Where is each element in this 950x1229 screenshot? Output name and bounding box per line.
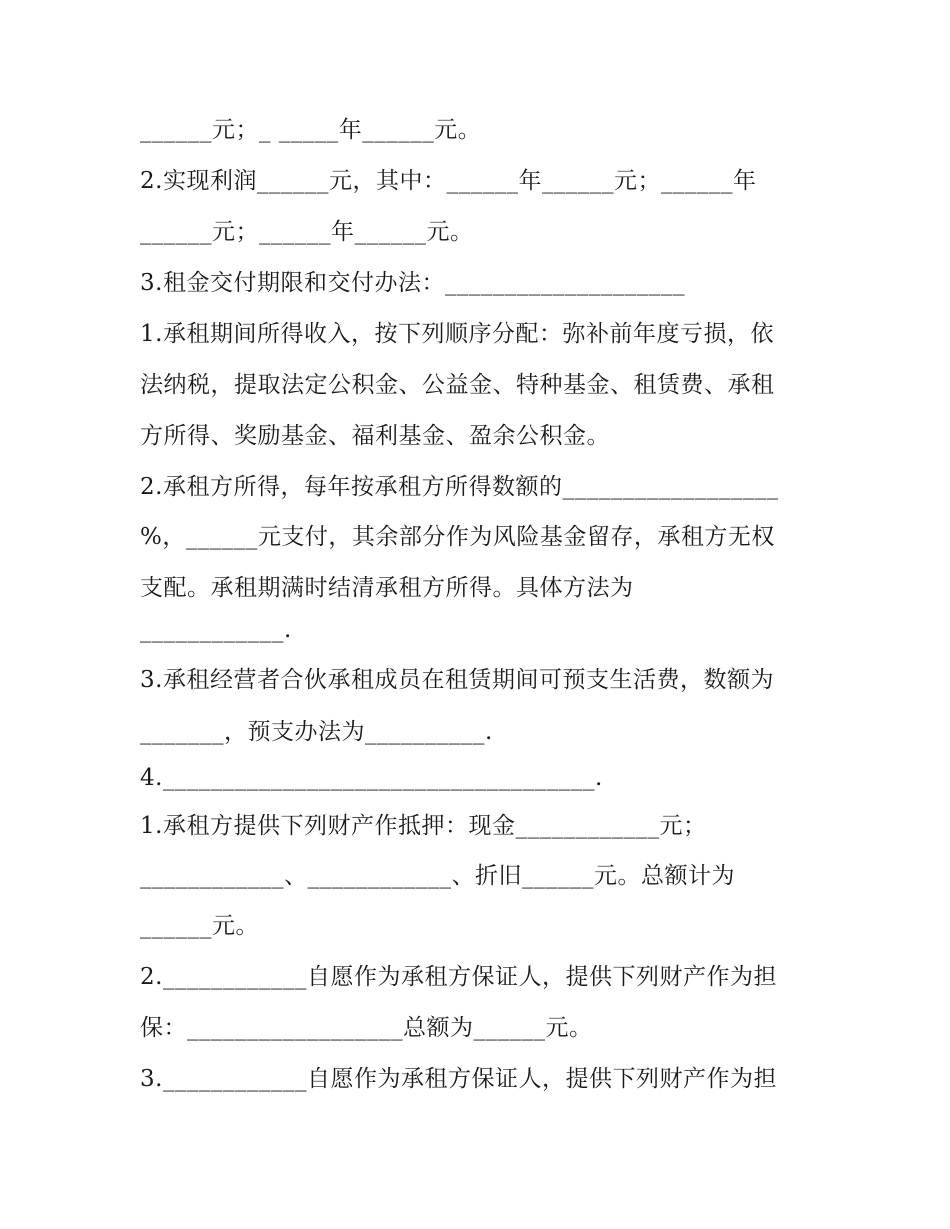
text-line: ______元；______年______元。	[140, 219, 474, 245]
text-line: 4.____________________________________.	[140, 765, 603, 791]
text-line: 2.实现利润______元，其中：______年______元；______年	[140, 168, 757, 194]
text-line: ______元。	[140, 913, 259, 939]
text-line: ____________.	[140, 617, 292, 643]
text-line: _______，预支办法为__________.	[140, 719, 493, 745]
text-line: 3.租金交付期限和交付办法：____________________	[140, 270, 685, 296]
text-line: ______元；_ _____年______元。	[140, 117, 482, 143]
text-line: 3.____________自愿作为承租方保证人，提供下列财产作为担	[140, 1066, 777, 1092]
text-line: 2.承租方所得，每年按承租方所得数额的__________________	[140, 474, 779, 500]
text-line: 1.承租期间所得收入，按下列顺序分配：弥补前年度亏损，依	[140, 321, 774, 347]
text-line: 2.____________自愿作为承租方保证人，提供下列财产作为担	[140, 964, 777, 990]
text-line: ____________、____________、折旧______元。总额计为	[140, 863, 735, 889]
text-line: 3.承租经营者合伙承租成员在租赁期间可预支生活费，数额为	[140, 667, 774, 693]
text-line: 法纳税，提取法定公积金、公益金、特种基金、租赁费、承租	[140, 372, 775, 398]
text-line: 1.承租方提供下列财产作抵押：现金____________元；	[140, 813, 707, 839]
text-line: 支配。承租期满时结清承租方所得。具体方法为	[140, 575, 634, 601]
text-line: 保：__________________总额为______元。	[140, 1015, 593, 1041]
text-line: 方所得、奖励基金、福利基金、盈余公积金。	[140, 423, 610, 449]
text-line: %，______元支付，其余部分作为风险基金留存，承租方无权	[140, 524, 775, 550]
